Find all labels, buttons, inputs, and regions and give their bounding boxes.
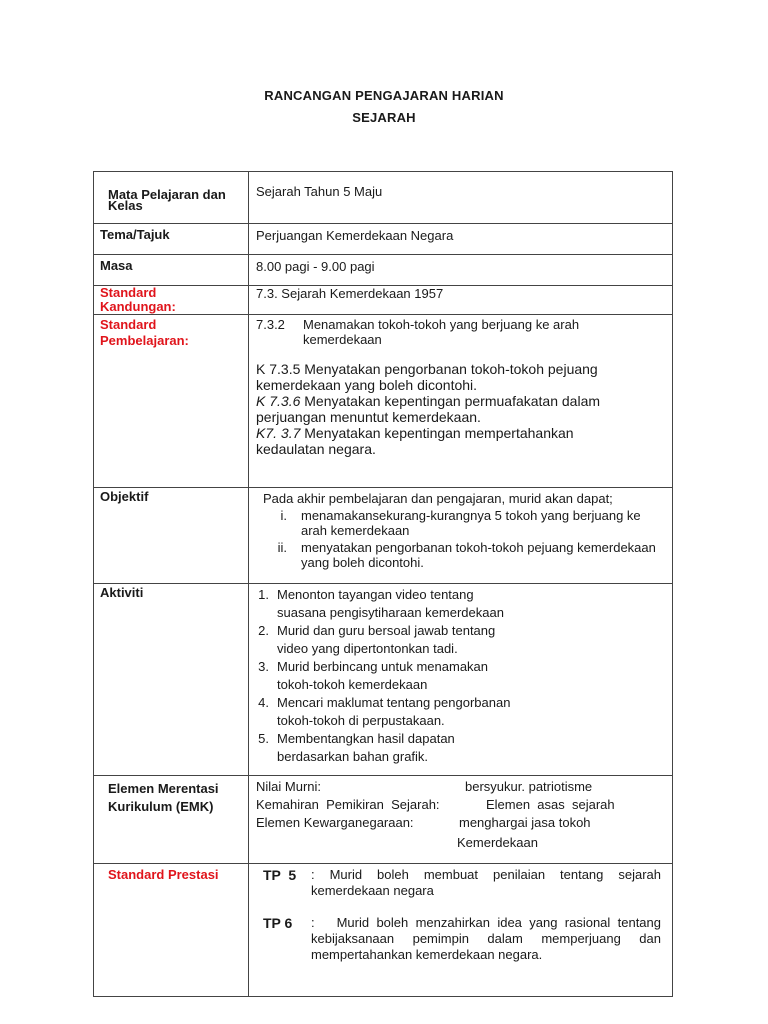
emk-label: Elemen Merentasi Kurikulum (EMK): [108, 781, 219, 814]
table-row: [94, 224, 673, 255]
row-label-cell: [94, 584, 249, 776]
emk-item: [256, 834, 664, 852]
row-label-cell: [94, 286, 249, 315]
sp-code: K 7.3.6: [256, 393, 301, 409]
list-number: 2.: [258, 623, 269, 638]
emk-value: Elemen asas sejarah: [486, 797, 615, 812]
aktiviti-label: Aktiviti: [100, 585, 144, 600]
tp-item: [263, 867, 664, 899]
emk-content: [249, 776, 672, 852]
tp-item: [263, 915, 664, 963]
tp-level: TP 6: [263, 915, 293, 931]
standard-pembelajaran-label: Standard Pembelajaran:: [100, 317, 189, 348]
objektif-intro: Pada akhir pembelajaran dan pengajaran, murid akan dapat;: [263, 491, 613, 506]
table-row: [94, 488, 673, 584]
row-label-cell: [94, 224, 249, 255]
emk-key: Elemen Kewarganegaraan:: [256, 815, 414, 830]
list-number: 3.: [258, 659, 269, 674]
table-row: [94, 172, 673, 224]
tp-level: TP 5: [263, 867, 297, 883]
list-text: Murid dan guru bersoal jawab tentang video yang dipertontonkan tadi.: [277, 623, 496, 656]
sp-item: [256, 425, 636, 457]
page-title: RANCANGAN PENGAJARAN HARIAN: [264, 88, 504, 103]
masa-value: 8.00 pagi - 9.00 pagi: [256, 259, 375, 274]
tp-text: : Murid boleh membuat penilaian tentang sejarah kemerdekaan negara: [311, 867, 665, 898]
list-item: [249, 694, 664, 730]
sp-item: [256, 393, 636, 425]
list-item: [256, 508, 664, 538]
table-row: [94, 286, 673, 315]
emk-item: [256, 814, 664, 832]
row-value-cell: [249, 488, 673, 584]
list-item: [249, 622, 664, 658]
standard-prestasi-content: [249, 864, 672, 963]
list-number: 4.: [258, 695, 269, 710]
emk-item: [256, 778, 664, 796]
list-item: [249, 586, 664, 622]
sp-text: Menamakan tokoh-tokoh yang berjuang ke arah kemerdekaan: [303, 317, 580, 347]
masa-label: Masa: [100, 258, 133, 273]
sp-code: 7.3.2: [256, 317, 285, 332]
tp-text: : Murid boleh menzahirkan idea yang rasional tentang kebijaksanaan pemimpin dalam memperjuang dan mempertahankan kemerdekaan negara.: [311, 915, 665, 962]
list-item: [249, 730, 664, 766]
row-label-cell: [94, 864, 249, 997]
tema-label: Tema/Tajuk: [100, 227, 170, 242]
row-value-cell: [249, 286, 673, 315]
row-label-cell: [94, 776, 249, 864]
list-number: 5.: [258, 731, 269, 746]
emk-value: bersyukur. patriotisme: [465, 779, 593, 794]
tema-value: Perjuangan Kemerdekaan Negara: [256, 228, 454, 243]
aktiviti-content: [249, 584, 672, 766]
list-text: Menonton tayangan video tentang suasana pengisytiharaan kemerdekaan: [277, 587, 504, 620]
list-number: i.: [280, 508, 287, 523]
subject-title: SEJARAH: [352, 110, 416, 125]
list-item: [256, 540, 664, 570]
sp-text: Menyatakan pengorbanan tokoh-tokoh pejuang kemerdekaan yang boleh dicontohi.: [256, 361, 598, 393]
objektif-label: Objektif: [100, 489, 149, 504]
list-item: [249, 658, 664, 694]
objektif-content: [249, 488, 672, 570]
list-text: Membentangkan hasil dapatan berdasarkan bahan grafik.: [277, 731, 455, 764]
row-value-cell: [249, 315, 673, 488]
table-row: [94, 864, 673, 997]
row-value-cell: [249, 255, 673, 286]
emk-key: Nilai Murni:: [256, 779, 322, 794]
standard-prestasi-label: Standard Prestasi: [108, 867, 219, 882]
lesson-plan-table: [93, 171, 673, 997]
row-label-cell: [94, 315, 249, 488]
standard-kandungan-label: Standard Kandungan:: [100, 285, 176, 314]
standard-pembelajaran-content: [249, 315, 672, 457]
mata-pelajaran-label: Mata Pelajaran dan Kelas: [108, 187, 226, 213]
sp-code: K7. 3.7: [256, 425, 301, 441]
standard-kandungan-value: 7.3. Sejarah Kemerdekaan 1957: [256, 286, 444, 301]
sp-text: Menyatakan kepentingan permuafakatan dalam perjuangan menuntut kemerdekaan.: [256, 393, 601, 425]
sp-item: [256, 361, 636, 393]
sp-item: [256, 317, 664, 347]
row-value-cell: [249, 172, 673, 224]
row-value-cell: [249, 864, 673, 997]
emk-value: menghargai jasa tokoh: [459, 815, 591, 830]
list-number: ii.: [277, 540, 287, 555]
emk-value: Kemerdekaan: [457, 835, 538, 850]
table-row: [94, 584, 673, 776]
table-row: [94, 255, 673, 286]
row-value-cell: [249, 776, 673, 864]
row-label-cell: [94, 255, 249, 286]
sp-text: Menyatakan kepentingan mempertahankan kedaulatan negara.: [256, 425, 574, 457]
list-text: Murid berbincang untuk menamakan tokoh-tokoh kemerdekaan: [277, 659, 489, 692]
row-label-cell: [94, 172, 249, 224]
row-value-cell: [249, 584, 673, 776]
sp-code: K 7.3.5: [256, 361, 301, 377]
row-label-cell: [94, 488, 249, 584]
mata-pelajaran-value: Sejarah Tahun 5 Maju: [256, 184, 383, 199]
emk-item: [256, 796, 664, 814]
table-row: [94, 776, 673, 864]
emk-key: Kemahiran Pemikiran Sejarah:: [256, 797, 440, 812]
list-text: menamakansekurang-kurangnya 5 tokoh yang berjuang ke arah kemerdekaan: [301, 508, 641, 538]
list-text: Mencari maklumat tentang pengorbanan tokoh-tokoh di perpustakaan.: [277, 695, 511, 728]
table-row: [94, 315, 673, 488]
list-number: 1.: [258, 587, 269, 602]
list-text: menyatakan pengorbanan tokoh-tokoh pejuang kemerdekaan yang boleh dicontohi.: [301, 540, 656, 570]
row-value-cell: [249, 224, 673, 255]
